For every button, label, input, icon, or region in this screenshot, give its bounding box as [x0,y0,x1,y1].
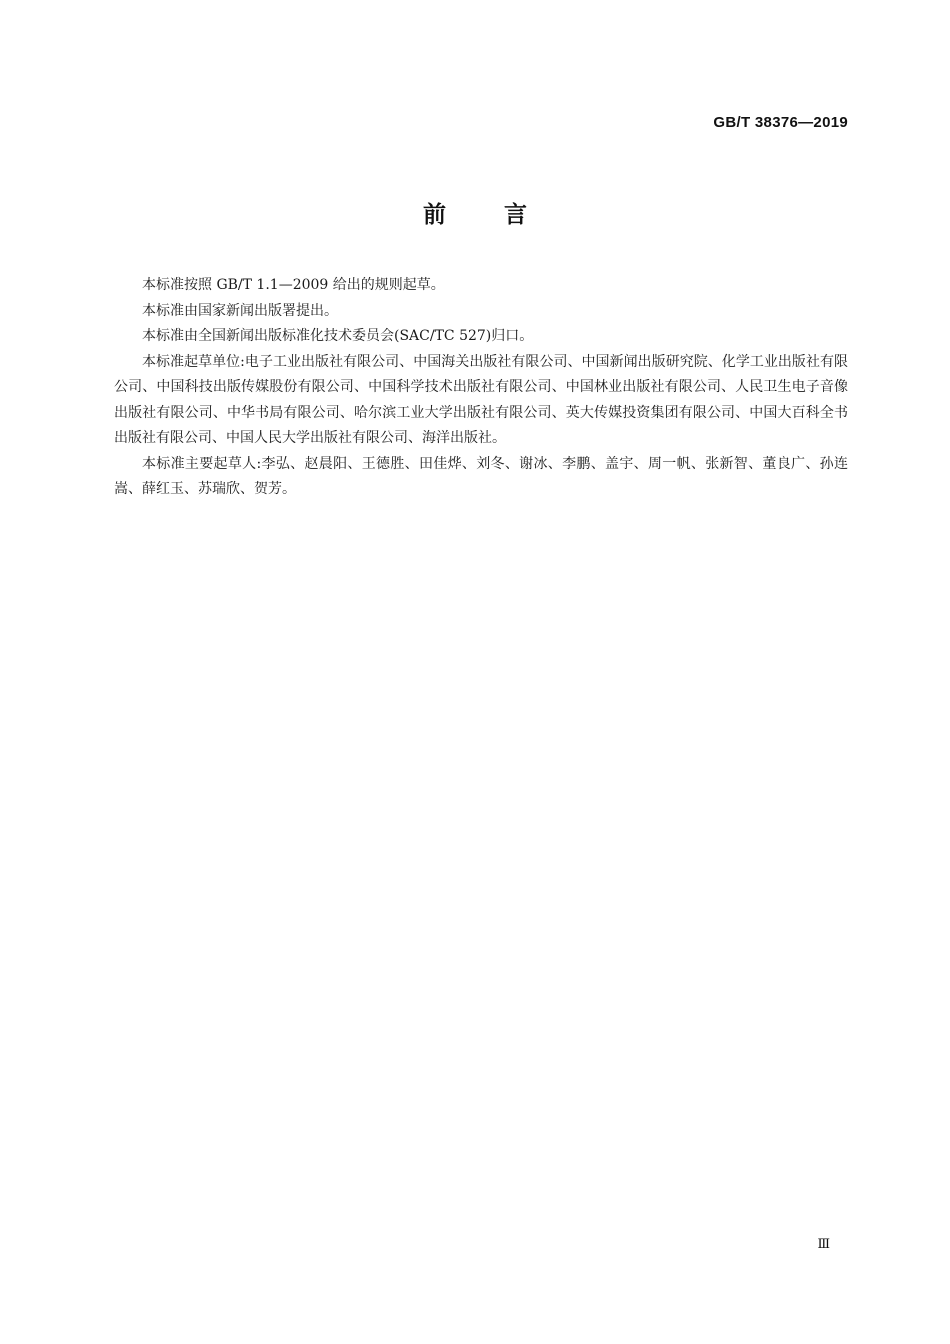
paragraph-drafters: 本标准主要起草人:李弘、赵晨阳、王德胜、田佳烨、刘冬、谢冰、李鹏、盖宇、周一帆、张新智、董良广、孙连嵩、薛红玉、苏瑞欣、贺芳。 [114,455,848,497]
paragraph-drafting-units: 本标准起草单位:电子工业出版社有限公司、中国海关出版社有限公司、中国新闻出版研究院、化学工业出版社有限公司、中国科技出版传媒股份有限公司、中国科学技术出版社有限公司、中国林业出版社有限公司、人民卫生电子音像出版社有限公司、中华书局有限公司、哈尔滨工业大学出版社有限公司、英大传媒投资集团有限公司、中国大百科全书出版社有限公司、中国人民大学出版社有限公司、海洋出版社。 [114,353,848,446]
page-title: 前言 [423,202,585,228]
paragraph-proposer: 本标准由国家新闻出版署提出。 [142,302,338,319]
paragraph-committee: 本标准由全国新闻出版标准化技术委员会(SAC/TC 527)归口。 [142,328,534,344]
foreword-body [114,273,848,503]
page-number: Ⅲ [817,1237,830,1252]
paragraph-drafting-rules: 本标准按照 GB/T 1.1—2009 给出的规则起草。 [142,277,445,293]
standard-number: GB/T 38376—2019 [713,114,848,131]
